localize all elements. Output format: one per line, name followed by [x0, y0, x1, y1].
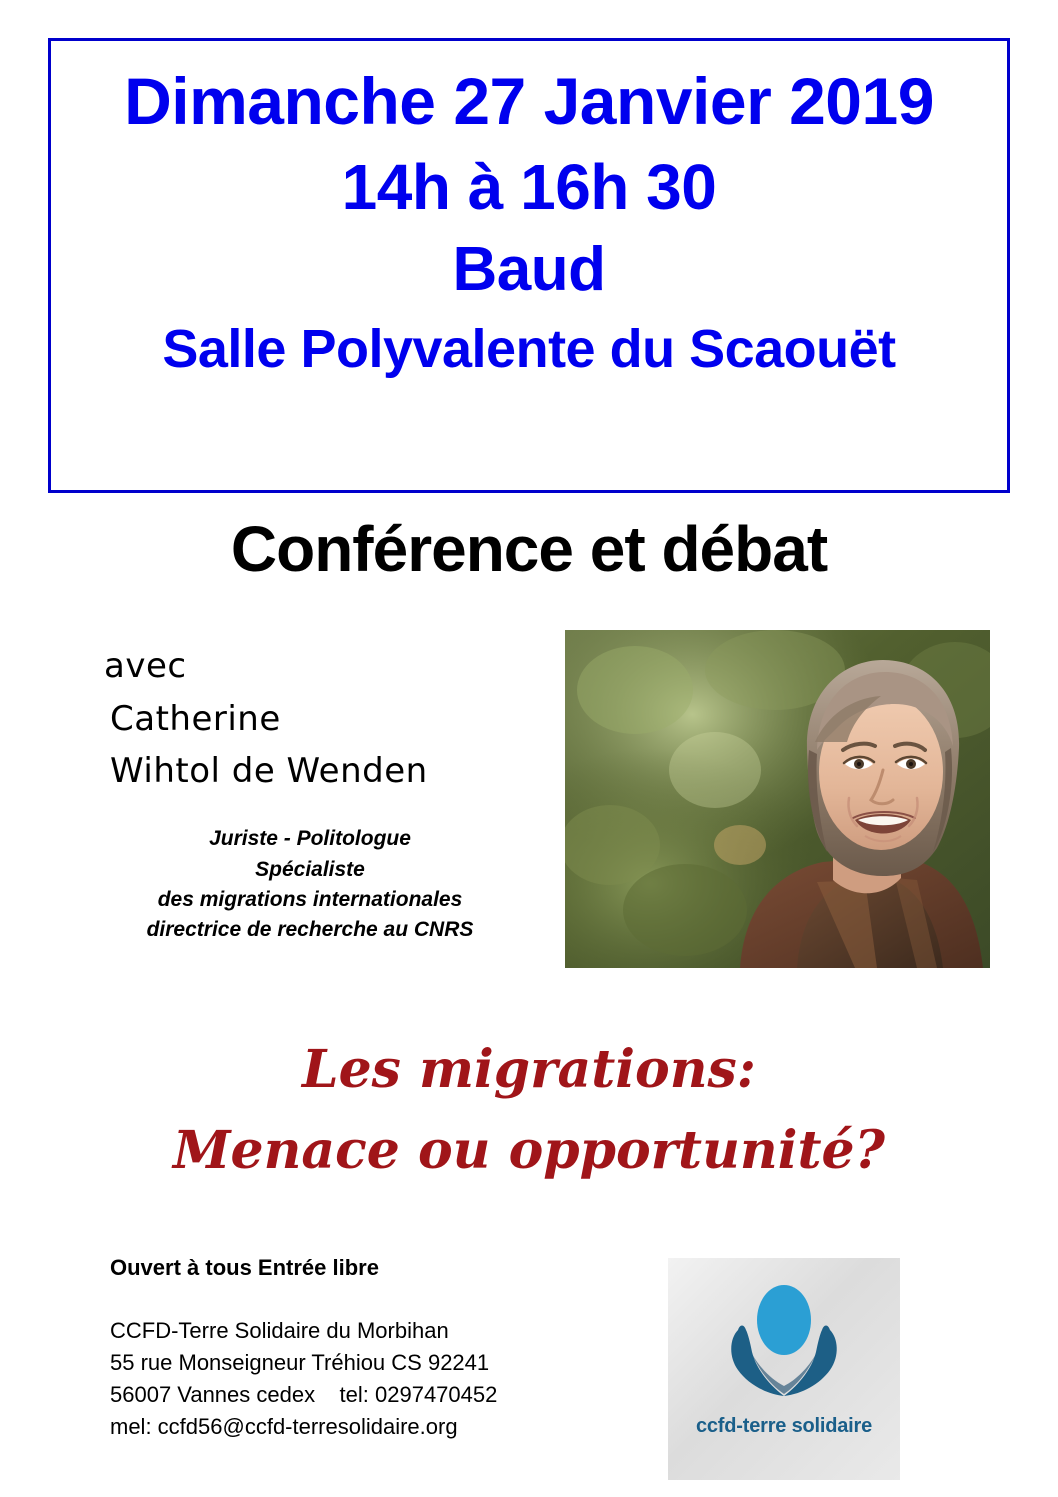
speaker-with-label: avec — [104, 646, 187, 686]
address-line: CCFD-Terre Solidaire du Morbihan — [110, 1318, 449, 1343]
event-city: Baud — [452, 235, 606, 305]
logo-text: ccfd-terre solidaire — [695, 1415, 873, 1437]
conference-question — [0, 1030, 1058, 1191]
question-line-2: Menace ou opportunité? — [172, 1119, 886, 1181]
speaker-first-name: Catherine — [110, 698, 281, 739]
address-line: 56007 Vannes cedex tel: 0297470452 — [110, 1381, 498, 1407]
question-line-1: Les migrations: — [302, 1039, 756, 1100]
credential-line: des migrations internationales — [157, 887, 463, 911]
credential-line: Juriste - Politologue — [209, 827, 411, 851]
address-line: 55 rue Monseigneur Tréhiou CS 92241 — [110, 1349, 490, 1375]
ccfd-logo — [668, 1258, 900, 1480]
address-line: mel: ccfd56@ccfd-terresolidaire.org — [110, 1413, 458, 1439]
open-notice: Ouvert à tous Entrée libre — [110, 1255, 379, 1280]
event-header-box — [48, 38, 1010, 493]
speaker-credentials — [100, 824, 540, 946]
speaker-block — [100, 640, 540, 946]
hands-drop-icon — [668, 1258, 900, 1438]
event-venue: Salle Polyvalente du Scaouët — [162, 318, 896, 379]
credential-line: directrice de recherche au CNRS — [146, 918, 474, 942]
event-date: Dimanche 27 Janvier 2019 — [124, 64, 934, 138]
page-title: Conférence et débat — [230, 513, 828, 585]
speaker-portrait — [565, 630, 990, 968]
event-time: 14h à 16h 30 — [341, 151, 717, 224]
credential-line: Spécialiste — [255, 857, 365, 881]
organizer-address — [110, 1315, 497, 1443]
speaker-last-name: Wihtol de Wenden — [110, 751, 428, 792]
